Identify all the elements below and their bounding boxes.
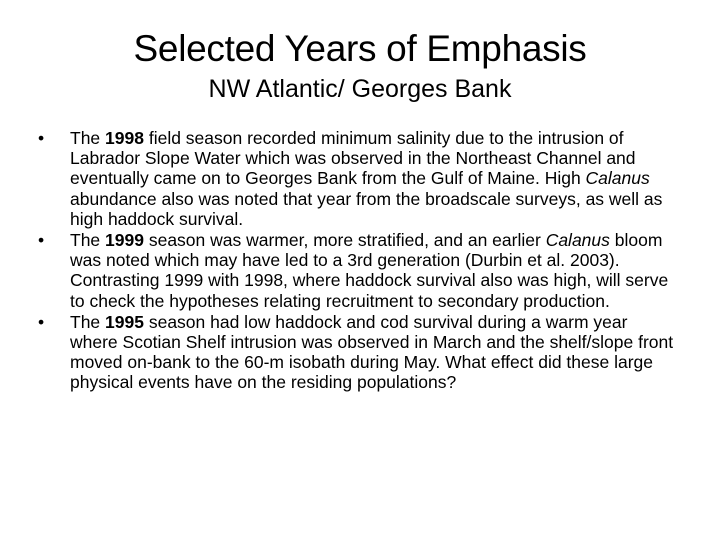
bullet-item-1998 bbox=[38, 128, 678, 229]
bullet-year: 1998 bbox=[105, 128, 144, 148]
bullet-text-pre: The bbox=[70, 311, 106, 332]
bullet-text-pre: The bbox=[70, 128, 106, 148]
species-name: Calanus bbox=[545, 230, 610, 251]
bullet-marker: • bbox=[38, 230, 45, 251]
bullet-text: season was warmer, more stratified, and an earlier bbox=[143, 230, 546, 251]
bullet-marker: • bbox=[38, 311, 45, 332]
bullet-text-pre: The bbox=[70, 230, 106, 251]
slide-subtitle: NW Atlantic/ Georges Bank bbox=[208, 75, 512, 103]
bullet-text: season had low haddock and cod survival during a warm year where Scotian Shelf intrusion was observed in March and the shelf/slope front moved on-bank to the 60-m isobath during May. What effect did these large physical events have on the residing populations? bbox=[70, 311, 674, 393]
bullet-item-1999 bbox=[38, 230, 678, 311]
slide-title: Selected Years of Emphasis bbox=[133, 28, 587, 69]
bullet-text: bloom was noted which may have led to a 3rd generation (Durbin et al. 2003). Contrasting 1999 with 1998, where haddock survival also was high, will serve to check the hypotheses relating recruitment to secondary production. bbox=[70, 230, 669, 311]
bullet-year: 1995 bbox=[105, 311, 144, 332]
bullet-item-1995 bbox=[38, 312, 678, 393]
bullet-text: abundance also was noted that year from the broadscale surveys, as well as high haddock survival. bbox=[70, 188, 663, 229]
species-name: Calanus bbox=[585, 168, 650, 189]
bullet-list bbox=[38, 128, 678, 394]
bullet-year: 1999 bbox=[105, 230, 144, 251]
bullet-text: field season recorded minimum salinity due to the intrusion of Labrador Slope Water which was observed in the Northeast Channel and eventually came on to Georges Bank from the Gulf of Maine. High bbox=[70, 128, 636, 189]
bullet-marker: • bbox=[38, 128, 45, 148]
